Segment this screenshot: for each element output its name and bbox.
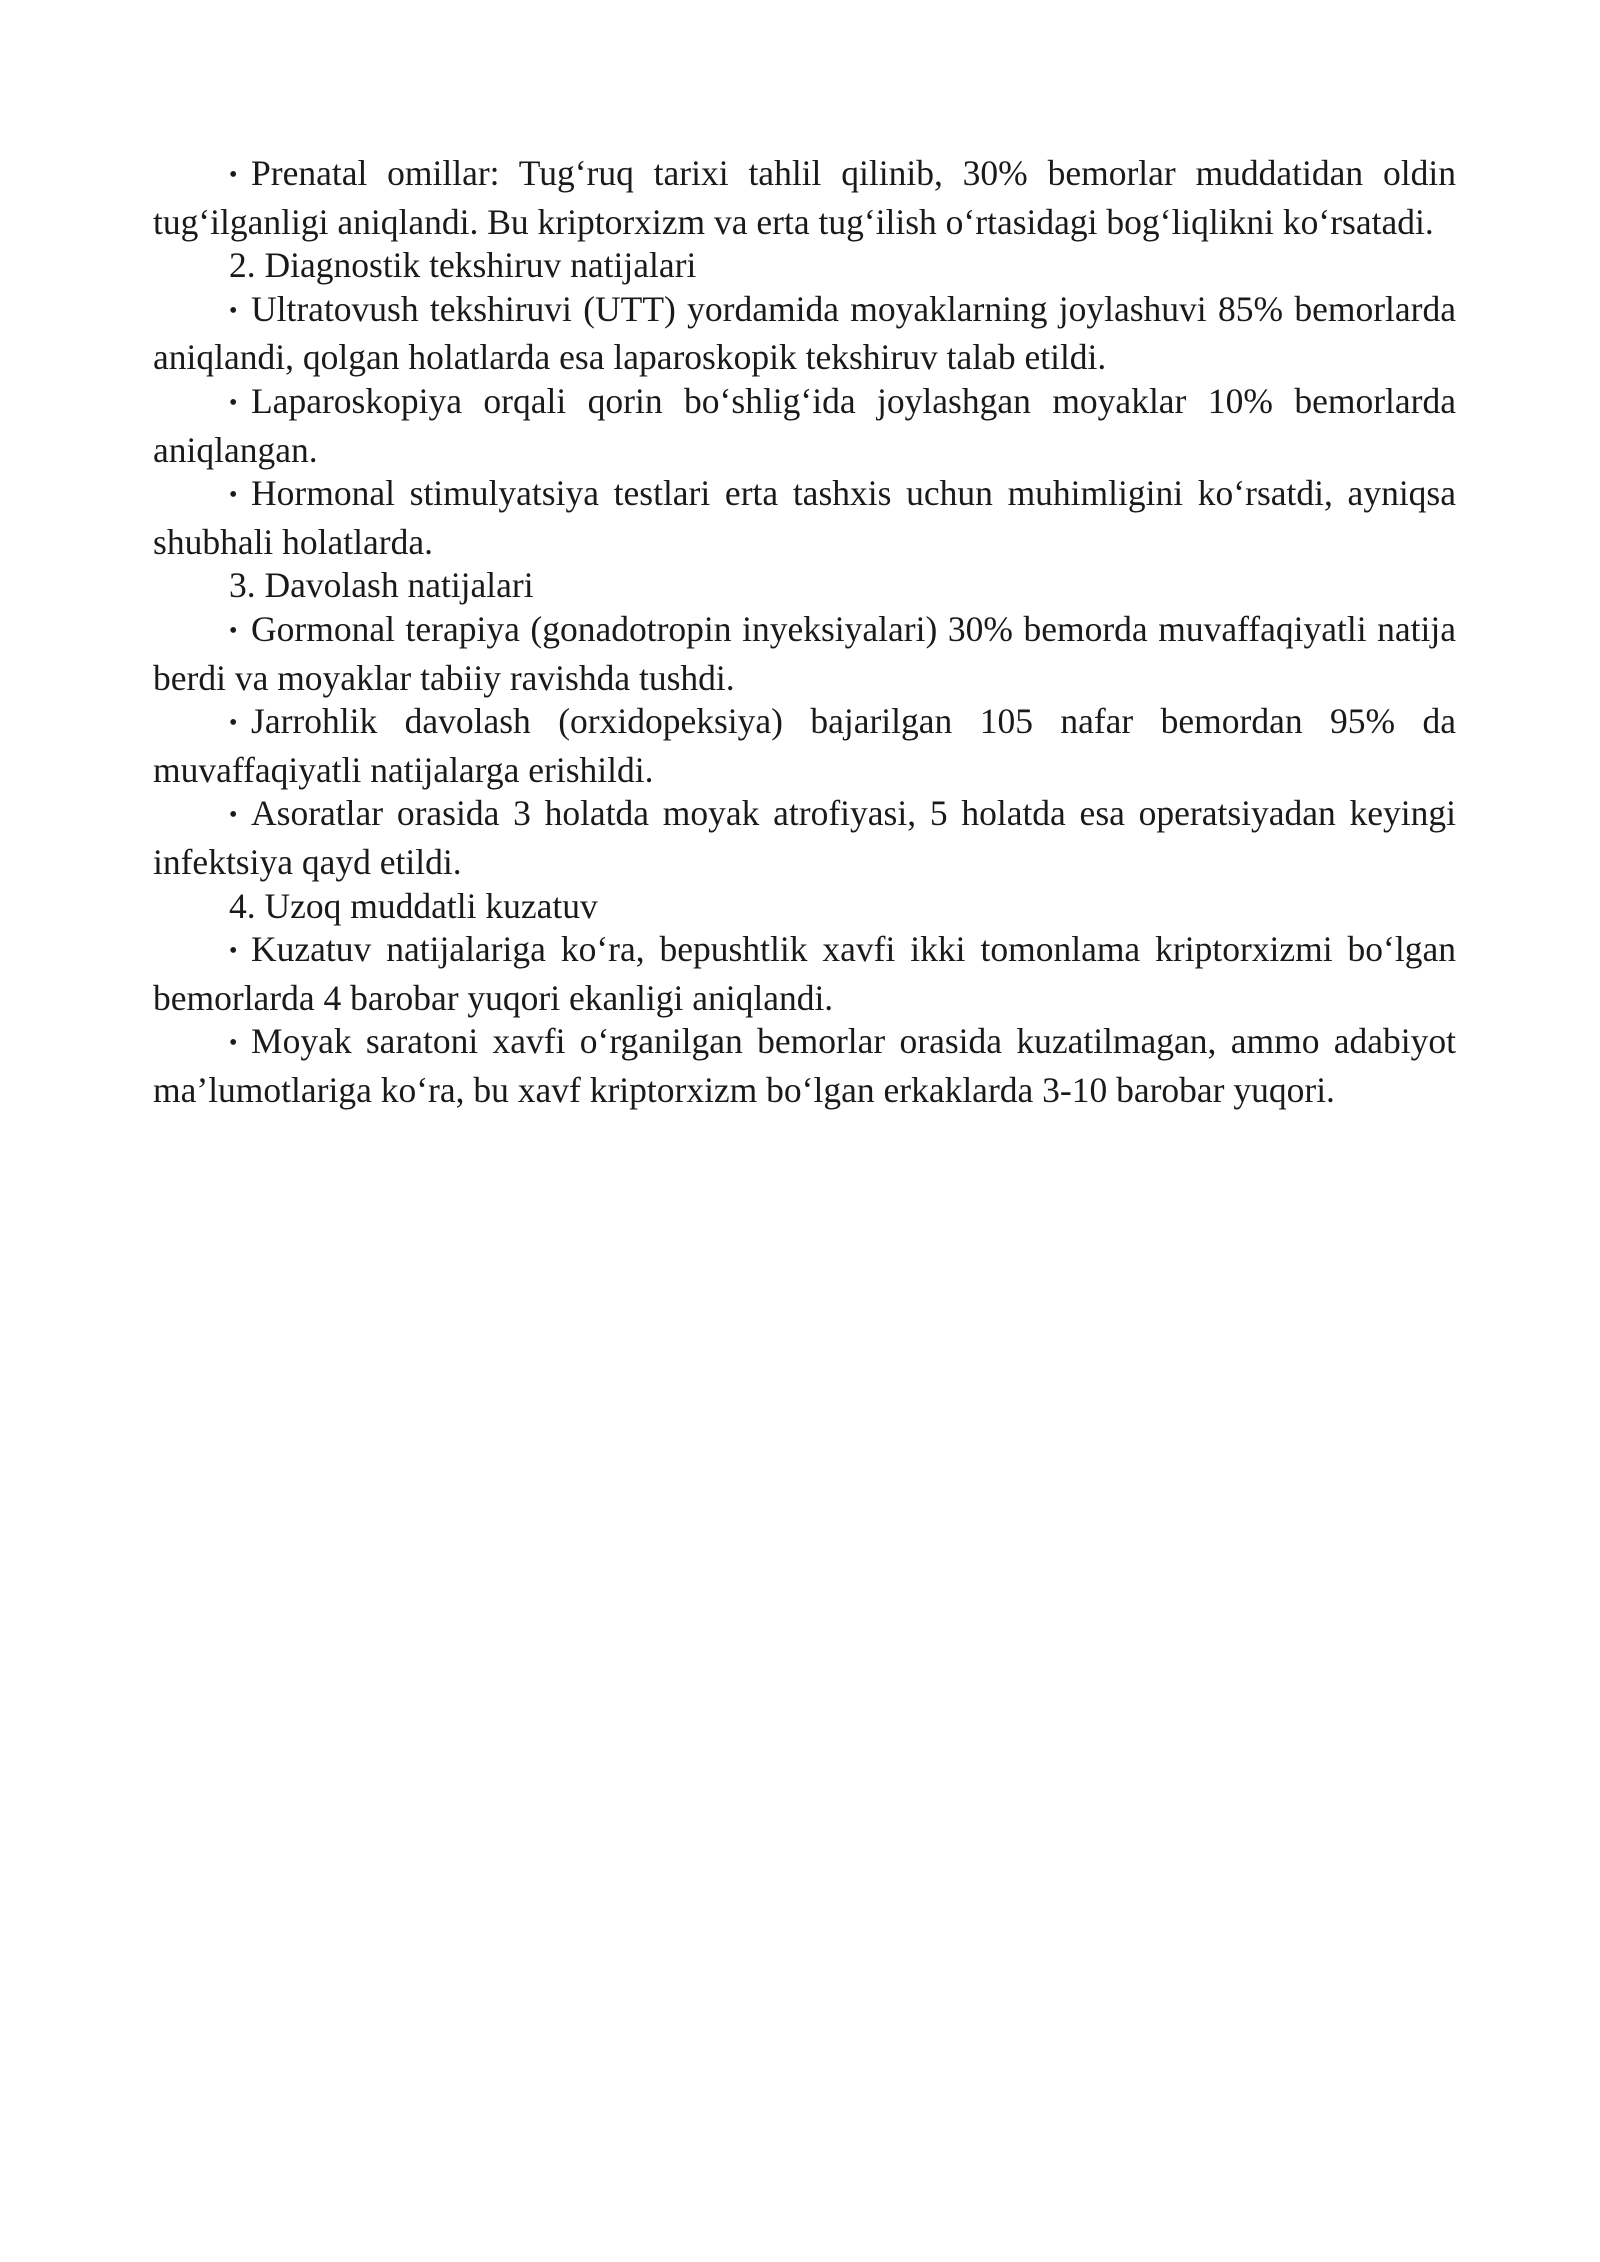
bullet-paragraph-cancer-risk bbox=[153, 1020, 1456, 1112]
bullet-icon: • bbox=[229, 710, 238, 737]
paragraph-text: Laparoskopiya orqali qorin bo‘shlig‘ida joylashgan moyaklar 10% bemorlarda aniqlangan. bbox=[153, 380, 1456, 470]
section-heading-followup: 4. Uzoq muddatli kuzatuv bbox=[229, 885, 598, 926]
bullet-icon: • bbox=[229, 802, 238, 829]
bullet-icon: • bbox=[229, 389, 238, 416]
bullet-paragraph-hormone-therapy bbox=[153, 608, 1456, 700]
bullet-icon: • bbox=[229, 617, 238, 644]
paragraph-text: Kuzatuv natijalariga ko‘ra, bepushtlik xavfi ikki tomonlama kriptorxizmi bo‘lgan bemorlarda 4 barobar yuqori ekanligi aniqlandi. bbox=[153, 929, 1456, 1018]
paragraph-text: Jarrohlik davolash (orxidopeksiya) bajarilgan 105 nafar bemordan 95% da muvaffaqiyatli natijalarga erishildi. bbox=[153, 701, 1456, 790]
bullet-icon: • bbox=[229, 162, 238, 188]
paragraph-text: Moyak saratoni xavfi o‘rganilgan bemorlar orasida kuzatilmagan, ammo adabiyot ma’lumotlariga ko‘ra, bu xavf kriptorxizm bo‘lgan erkaklarda 3-10 barobar yuqori. bbox=[153, 1021, 1456, 1110]
section-heading-treatment: 3. Davolash natijalari bbox=[229, 565, 534, 606]
document-body bbox=[153, 152, 1456, 1112]
bullet-paragraph-infertility-risk bbox=[153, 928, 1456, 1020]
bullet-icon: • bbox=[229, 1030, 238, 1057]
bullet-paragraph-prenatal bbox=[153, 152, 1456, 244]
bullet-paragraph-hormonal-tests bbox=[153, 472, 1456, 564]
bullet-paragraph-surgery bbox=[153, 700, 1456, 792]
bullet-icon: • bbox=[229, 482, 238, 509]
bullet-paragraph-laparoscopy bbox=[153, 380, 1456, 472]
paragraph-text: Gormonal terapiya (gonadotropin inyeksiyalari) 30% bemorda muvaffaqiyatli natija berdi va moyaklar tabiiy ravishda tushdi. bbox=[153, 608, 1456, 698]
paragraph-text: Prenatal omillar: Tug‘ruq tarixi tahlil qilinib, 30% bemorlar muddatidan oldin tug‘ilganligi aniqlandi. Bu kriptorxizm va erta tug‘ilish o‘rtasidagi bog‘liqlikni ko‘rsatadi. bbox=[153, 153, 1456, 242]
bullet-paragraph-ultrasound bbox=[153, 288, 1456, 380]
bullet-paragraph-complications bbox=[153, 792, 1456, 884]
bullet-icon: • bbox=[229, 938, 238, 965]
paragraph-text: Hormonal stimulyatsiya testlari erta tashxis uchun muhimligini ko‘rsatdi, ayniqsa shubhali holatlarda. bbox=[153, 473, 1456, 562]
paragraph-text: Asoratlar orasida 3 holatda moyak atrofiyasi, 5 holatda esa operatsiyadan keyingi infektsiya qayd etildi. bbox=[153, 793, 1456, 882]
bullet-icon: • bbox=[229, 297, 238, 324]
section-heading-diagnostics: 2. Diagnostik tekshiruv natijalari bbox=[229, 245, 697, 286]
paragraph-text: Ultratovush tekshiruvi (UTT) yordamida moyaklarning joylashuvi 85% bemorlarda aniqlandi, qolgan holatlarda esa laparoskopik tekshiruv talab etildi. bbox=[153, 288, 1456, 378]
